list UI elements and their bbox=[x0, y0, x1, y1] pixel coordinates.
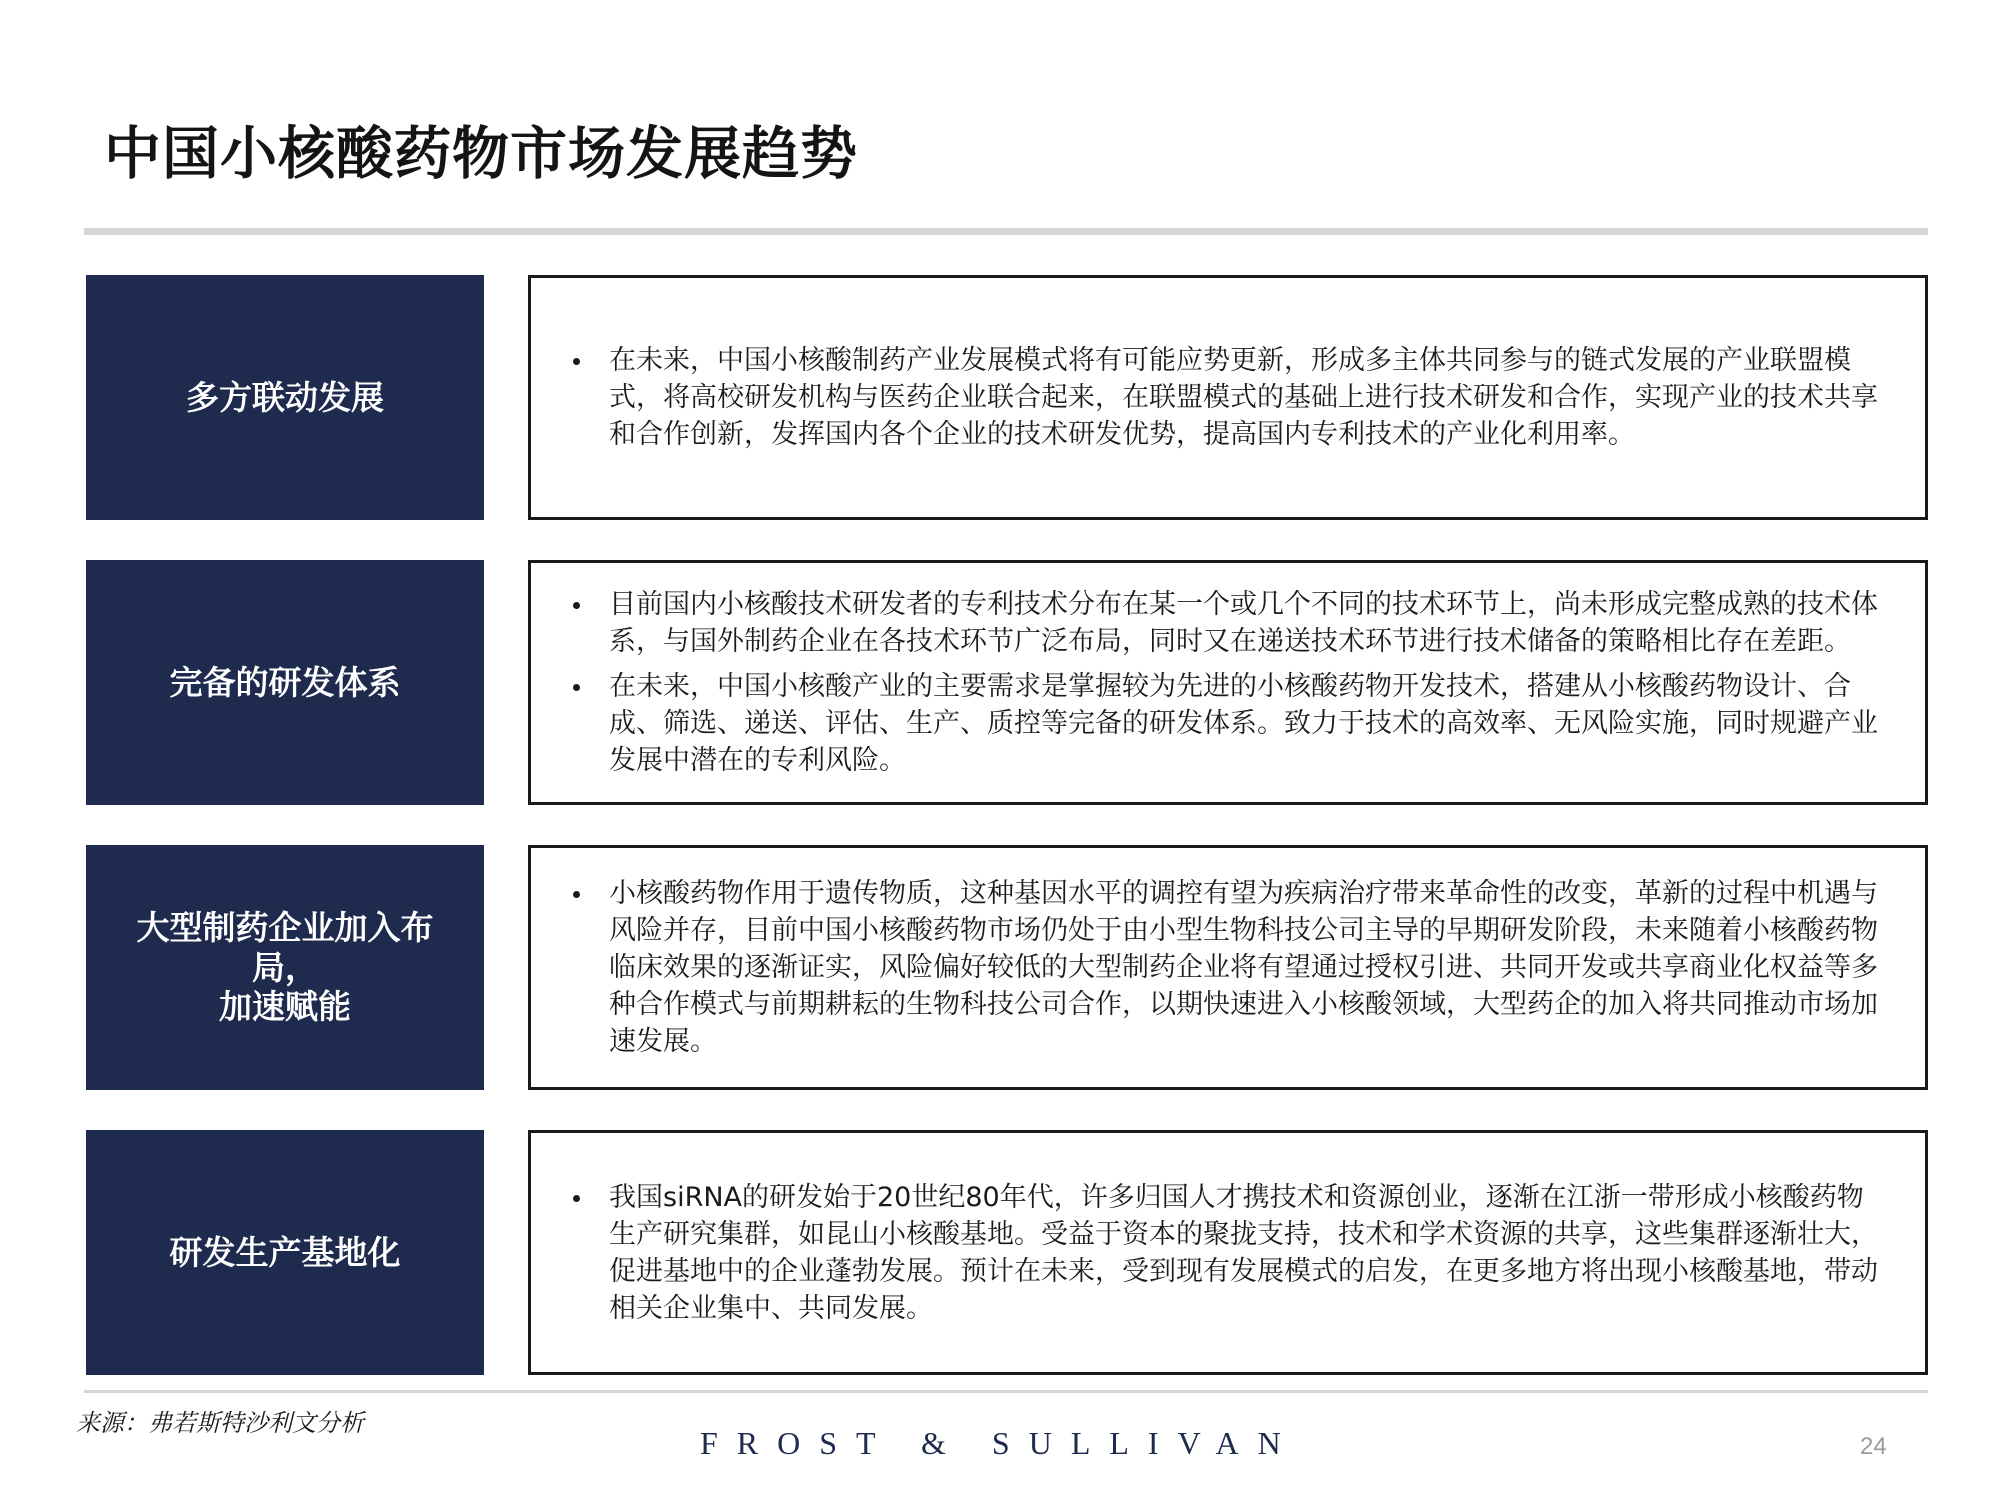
trend-content-box bbox=[528, 845, 1928, 1090]
brand-logo: FROST & SULLIVAN bbox=[700, 1425, 1300, 1461]
trend-row bbox=[86, 560, 1928, 805]
trend-content-box bbox=[528, 1130, 1928, 1375]
trend-label: 研发生产基地化 bbox=[169, 1232, 401, 1272]
trend-label-box bbox=[86, 560, 484, 805]
trend-row bbox=[86, 845, 1928, 1090]
trend-label-box bbox=[86, 275, 484, 520]
bullet-text: 小核酸药物作用于遗传物质，这种基因水平的调控有望为疾病治疗带来革命性的改变，革新的过程中机遇与风险并存，目前中国小核酸药物市场仍处于由小型生物科技公司主导的早期研发阶段，未来随着小核酸药物临床效果的逐渐证实，风险偏好较低的大型制药企业将有望通过授权引进、共同开发或共享商业化权益等多种合作模式与前期耕耘的生物科技公司合作，以期快速进入小核酸领域，大型药企的加入将共同推动市场加速发展。 bbox=[609, 878, 1878, 1057]
bullet-item bbox=[553, 875, 1885, 1060]
trend-label: 大型制药企业加入布局， 加速赋能 bbox=[136, 908, 434, 1027]
bullet-item bbox=[553, 342, 1885, 453]
trend-row bbox=[86, 275, 1928, 520]
bullet-text: 在未来，中国小核酸制药产业发展模式将有可能应势更新，形成多主体共同参与的链式发展的产业联盟模式，将高校研发机构与医药企业联合起来，在联盟模式的基础上进行技术研发和合作，实现产业的技术共享和合作创新，发挥国内各个企业的技术研发优势，提高国内专利技术的产业化利用率。 bbox=[609, 345, 1878, 450]
bullet-dot-icon bbox=[573, 891, 580, 898]
bullet-text: 我国siRNA的研发始于20世纪80年代，许多归国人才携技术和资源创业，逐渐在江浙一带形成小核酸药物生产研究集群，如昆山小核酸基地。受益于资本的聚拢支持，技术和学术资源的共享，这些集群逐渐壮大，促进基地中的企业蓬勃发展。预计在未来，受到现有发展模式的启发，在更多地方将出现小核酸基地，带动相关企业集中、共同发展。 bbox=[609, 1181, 1878, 1324]
title-divider bbox=[84, 228, 1928, 235]
footer-divider bbox=[84, 1390, 1928, 1393]
bullet-dot-icon bbox=[573, 1195, 580, 1202]
bullet-item bbox=[553, 1179, 1885, 1327]
bullet-text: 目前国内小核酸技术研发者的专利技术分布在某一个或几个不同的技术环节上，尚未形成完整成熟的技术体系，与国外制药企业在各技术环节广泛布局，同时又在递送技术环节进行技术储备的策略相比存在差距。 bbox=[609, 589, 1878, 657]
trend-label-box bbox=[86, 845, 484, 1090]
bullet-item bbox=[553, 668, 1885, 779]
trend-label: 完备的研发体系 bbox=[169, 662, 401, 702]
trend-label: 多方联动发展 bbox=[186, 377, 384, 417]
page-title: 中国小核酸药物市场发展趋势 bbox=[104, 121, 858, 187]
bullet-text: 在未来，中国小核酸产业的主要需求是掌握较为先进的小核酸药物开发技术，搭建从小核酸药物设计、合成、筛选、递送、评估、生产、质控等完备的研发体系。致力于技术的高效率、无风险实施，同时规避产业发展中潜在的专利风险。 bbox=[609, 671, 1878, 776]
bullet-dot-icon bbox=[573, 684, 580, 691]
trend-label-box bbox=[86, 1130, 484, 1375]
trend-row bbox=[86, 1130, 1928, 1375]
page-number: 24 bbox=[1860, 1433, 1887, 1460]
trend-content-box bbox=[528, 560, 1928, 805]
bullet-dot-icon bbox=[573, 602, 580, 609]
trend-content-box bbox=[528, 275, 1928, 520]
source-note: 来源：弗若斯特沙利文分析 bbox=[76, 1409, 364, 1437]
bullet-dot-icon bbox=[573, 358, 580, 365]
bullet-item bbox=[553, 586, 1885, 660]
